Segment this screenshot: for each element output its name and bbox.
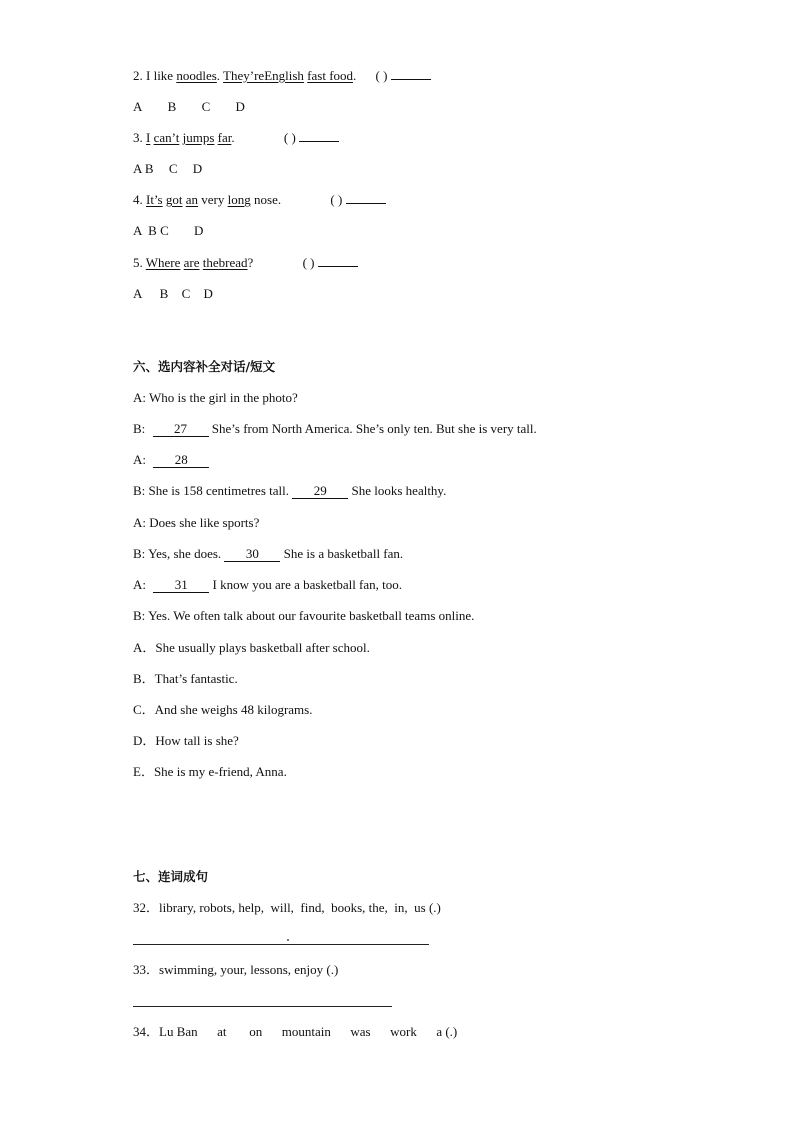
choice-text: She usually plays basketball after school. bbox=[155, 640, 370, 655]
sentence-words: Lu Ban at on mountain was work a (.) bbox=[159, 1024, 458, 1039]
speaker-label: A: bbox=[133, 577, 146, 592]
sentence-words: library, robots, help, will, find, books, the, in, us (.) bbox=[159, 900, 441, 915]
error-item-5-options bbox=[133, 286, 213, 302]
error-item-3 bbox=[133, 130, 339, 146]
item-word: . bbox=[216, 68, 221, 83]
section-7-heading: 七、连词成句 bbox=[133, 869, 209, 884]
answer-paren[interactable]: ( ) bbox=[283, 130, 296, 145]
dialogue-text: She’s from North America. She’s only ten. But she is very tall. bbox=[211, 421, 537, 436]
error-item-2 bbox=[133, 68, 431, 84]
choice-letter: D． bbox=[133, 733, 156, 748]
error-item-4-options bbox=[133, 223, 203, 239]
dialogue-text: Yes, she does. bbox=[148, 546, 222, 561]
item-word-underlined: jumps bbox=[182, 130, 215, 145]
speaker-label: B: bbox=[133, 421, 146, 436]
sentence-item bbox=[133, 962, 338, 978]
item-word-underlined: the bbox=[202, 255, 219, 270]
sentence-item bbox=[133, 1024, 457, 1040]
correction-blank[interactable] bbox=[346, 203, 386, 204]
error-item-5 bbox=[133, 255, 358, 271]
option-label: C bbox=[181, 286, 191, 301]
choice-letter: C． bbox=[133, 702, 155, 717]
speaker-label: A: bbox=[133, 390, 146, 405]
item-number: 2. bbox=[133, 68, 143, 83]
option-label: A B C bbox=[133, 223, 169, 238]
sentence-number: 34． bbox=[133, 1024, 160, 1039]
item-word-underlined: I bbox=[146, 130, 151, 145]
item-word: ? bbox=[247, 255, 254, 270]
item-number: 4. bbox=[133, 192, 143, 207]
choice-item bbox=[133, 671, 238, 687]
option-label: D bbox=[235, 99, 245, 114]
item-word-underlined: are bbox=[183, 255, 200, 270]
dialogue-blank-30[interactable]: 30 bbox=[224, 547, 280, 562]
dialogue-line bbox=[133, 421, 537, 437]
answer-line[interactable] bbox=[133, 944, 429, 945]
dialogue-line bbox=[133, 390, 298, 406]
item-number: 3. bbox=[133, 130, 143, 145]
item-word-underlined: bread bbox=[218, 255, 248, 270]
dialogue-line bbox=[133, 515, 259, 531]
correction-blank[interactable] bbox=[318, 266, 358, 267]
option-label: B bbox=[167, 99, 177, 114]
error-item-4 bbox=[133, 192, 386, 208]
speaker-label: B: bbox=[133, 608, 146, 623]
speaker-label: A: bbox=[133, 515, 146, 530]
dialogue-line bbox=[133, 452, 209, 468]
dialogue-text: Does she like sports? bbox=[149, 515, 260, 530]
answer-paren[interactable]: ( ) bbox=[375, 68, 388, 83]
dialogue-line bbox=[133, 546, 403, 562]
item-word: very bbox=[201, 192, 225, 207]
item-word-underlined: long bbox=[227, 192, 251, 207]
item-word-underlined: Where bbox=[145, 255, 181, 270]
dialogue-line bbox=[133, 577, 402, 593]
option-label: D bbox=[194, 223, 204, 238]
option-label: C bbox=[168, 161, 178, 176]
sentence-item bbox=[133, 900, 441, 916]
dialogue-line bbox=[133, 608, 474, 624]
choice-item bbox=[133, 733, 239, 749]
dialogue-text: I know you are a basketball fan, too. bbox=[212, 577, 403, 592]
item-word: nose. bbox=[254, 192, 282, 207]
item-word: . bbox=[231, 130, 235, 145]
item-word: . bbox=[353, 68, 357, 83]
choice-text: And she weighs 48 kilograms. bbox=[154, 702, 313, 717]
correction-blank[interactable] bbox=[299, 141, 339, 142]
divider bbox=[287, 939, 289, 941]
dialogue-text: She is a basketball fan. bbox=[283, 546, 404, 561]
dialogue-blank-29[interactable]: 29 bbox=[292, 484, 348, 499]
answer-paren[interactable]: ( ) bbox=[302, 255, 315, 270]
dialogue-text: She looks healthy. bbox=[351, 483, 447, 498]
item-number: 5. bbox=[133, 255, 143, 270]
item-word-underlined: English bbox=[264, 68, 304, 83]
choice-text: That’s fantastic. bbox=[154, 671, 238, 686]
item-word-underlined: can’t bbox=[153, 130, 180, 145]
section-6-heading: 六、选内容补全对话/短文 bbox=[133, 359, 276, 374]
speaker-label: B: bbox=[133, 546, 146, 561]
error-item-3-options bbox=[133, 161, 202, 177]
item-word-underlined: They’re bbox=[223, 68, 265, 83]
choice-letter: E． bbox=[133, 764, 154, 779]
sentence-words: swimming, your, lessons, enjoy (.) bbox=[159, 962, 339, 977]
dialogue-text: Yes. We often talk about our favourite basketball teams online. bbox=[148, 608, 475, 623]
option-label: D bbox=[203, 286, 213, 301]
option-label: A B bbox=[133, 161, 154, 176]
dialogue-blank-27[interactable]: 27 bbox=[153, 422, 209, 437]
choice-item bbox=[133, 764, 287, 780]
option-label: D bbox=[192, 161, 203, 176]
item-word-underlined: far bbox=[217, 130, 232, 145]
item-word-underlined: noodles bbox=[176, 68, 217, 83]
error-item-2-options bbox=[133, 99, 245, 115]
choice-letter: A． bbox=[133, 640, 156, 655]
item-word-underlined: an bbox=[185, 192, 199, 207]
dialogue-line bbox=[133, 483, 446, 499]
item-word-underlined: got bbox=[165, 192, 183, 207]
choice-item bbox=[133, 640, 370, 656]
answer-line[interactable] bbox=[133, 1006, 392, 1007]
option-label: B bbox=[159, 286, 169, 301]
choice-item bbox=[133, 702, 312, 718]
option-label: A bbox=[133, 286, 143, 301]
choice-letter: B． bbox=[133, 671, 155, 686]
speaker-label: A: bbox=[133, 452, 146, 467]
option-label: A bbox=[133, 99, 143, 114]
dialogue-blank-28[interactable]: 28 bbox=[153, 453, 209, 468]
dialogue-text: Who is the girl in the photo? bbox=[149, 390, 298, 405]
speaker-label: B: bbox=[133, 483, 146, 498]
choice-text: She is my e-friend, Anna. bbox=[153, 764, 287, 779]
sentence-number: 33． bbox=[133, 962, 160, 977]
answer-paren[interactable]: ( ) bbox=[330, 192, 343, 207]
choice-text: How tall is she? bbox=[155, 733, 239, 748]
dialogue-blank-31[interactable]: 31 bbox=[153, 578, 209, 593]
correction-blank[interactable] bbox=[391, 79, 431, 80]
sentence-number: 32． bbox=[133, 900, 160, 915]
item-word: I like bbox=[146, 68, 174, 83]
option-label: C bbox=[201, 99, 211, 114]
item-word-underlined: It’s bbox=[146, 192, 163, 207]
dialogue-text: She is 158 centimetres tall. bbox=[148, 483, 289, 498]
item-word-underlined: fast food bbox=[307, 68, 354, 83]
